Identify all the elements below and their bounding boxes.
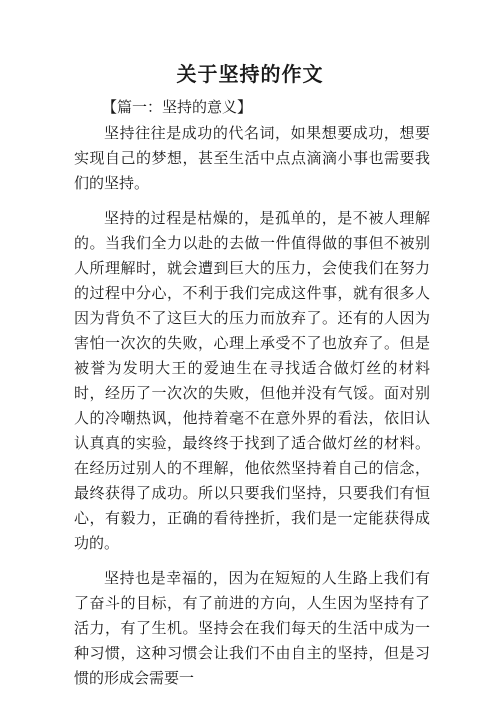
paragraph-1: 坚持往往是成功的代名词，如果想要成功，想要实现自己的梦想，甚至生活中点点滴滴小事也需要我们的坚持。 <box>74 124 430 192</box>
document-body <box>74 121 430 701</box>
paragraph-2: 坚持的过程是枯燥的，是孤单的，是不被人理解的。当我们全力以赴的去做一件值得做的事但不被别人所理解时，就会遭到巨大的压力，会使我们在努力的过程中分心，不利于我们完成这件事，就有很多人因为背负不了这巨大的压力而放弃了。还有的人因为害怕一次次的失败，心理上承受不了也放弃了。但是被誉为发明大王的爱迪生在寻找适合做灯丝的材料时，经历了一次次的失败，但他并没有气馁。面对别人的冷嘲热讽，他持着毫不在意外界的看法，依旧认认真真的实验，最终终于找到了适合做灯丝的材料。在经历过别人的不理解，他依然坚持着自己的信念，最终获得了成功。所以只要我们坚持，只要我们有恒心，有毅力，正确的看待挫折，我们是一定能获得成功的。 <box>74 209 430 552</box>
paragraph-3: 坚持也是幸福的，因为在短短的人生路上我们有了奋斗的目标，有了前进的方向，人生因为坚持有了活力，有了生机。坚持会在我们每天的生活中成为一种习惯，这种习惯会让我们不由自主的坚持，但是习惯的形成会需要一 <box>74 569 430 687</box>
document-title: 关于坚持的作文 <box>176 62 324 86</box>
section-heading: 【篇一：坚持的意义】 <box>102 98 253 116</box>
